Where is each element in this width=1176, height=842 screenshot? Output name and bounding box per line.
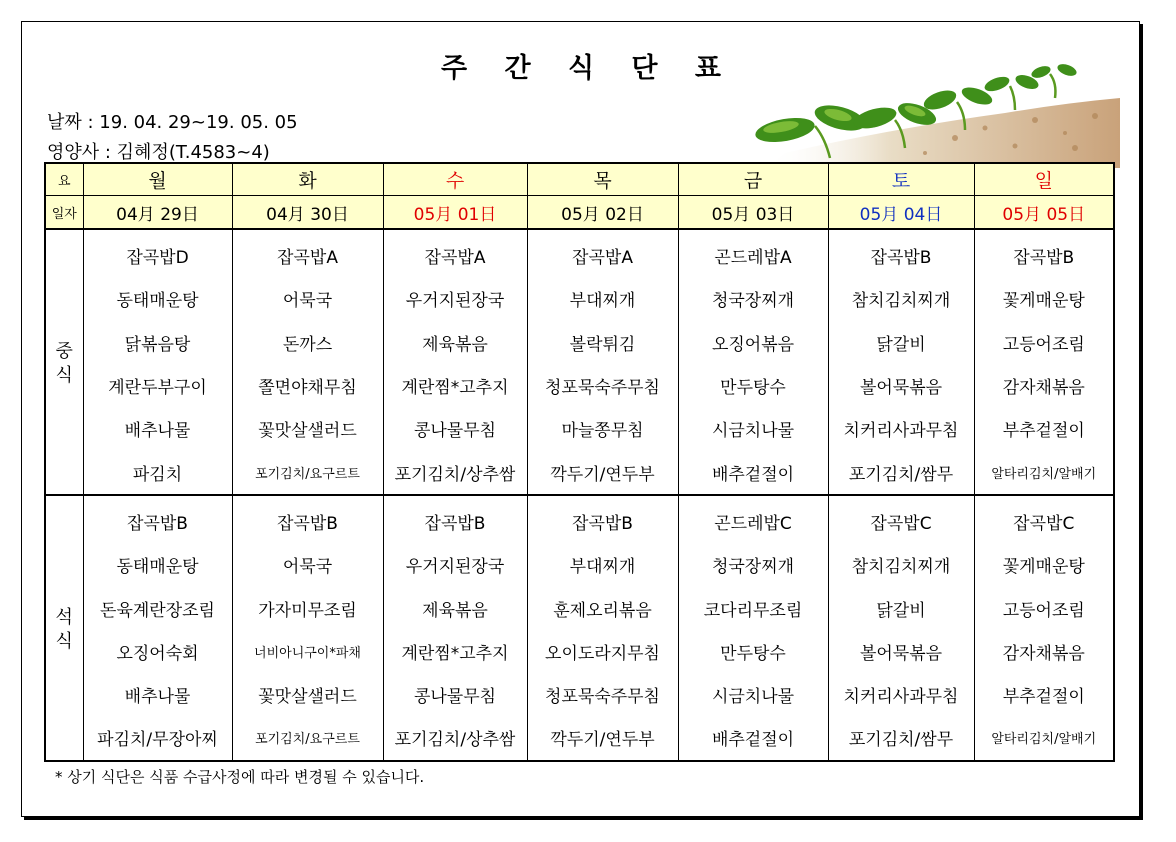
page-title: 주 간 식 단 표 [440, 53, 735, 84]
dinner-dish: 어묵국 [232, 543, 383, 586]
lunch-dish: 청국장찌개 [678, 277, 828, 320]
weekday-row [45, 163, 1114, 196]
lunch-dish: 돈까스 [232, 321, 383, 364]
lunch-dish: 깍두기/연두부 [527, 450, 678, 494]
dinner-dish: 제육볶음 [383, 586, 527, 629]
lunch-dish: 감자채볶음 [974, 364, 1114, 407]
dinner-dish: 잡곡밥B [83, 495, 232, 543]
dinner-dish: 너비아니구이*파채 [232, 630, 383, 673]
lunch-dish: 잡곡밥D [83, 229, 232, 277]
date-header-2: 05月 01日 [383, 196, 527, 230]
dinner-dish: 꽃게매운탕 [974, 543, 1114, 586]
dinner-menu-row [45, 543, 1114, 586]
dinner-dish: 시금치나물 [678, 673, 828, 716]
date-row [45, 196, 1114, 230]
dinner-dish: 닭갈비 [828, 586, 974, 629]
dinner-dish: 계란찜*고추지 [383, 630, 527, 673]
dinner-dish: 부추겉절이 [974, 673, 1114, 716]
dinner-dish: 오징어숙회 [83, 630, 232, 673]
dinner-dish: 가자미무조림 [232, 586, 383, 629]
lunch-dish: 콩나물무침 [383, 407, 527, 450]
lunch-dish: 잡곡밥A [527, 229, 678, 277]
dinner-dish: 감자채볶음 [974, 630, 1114, 673]
lunch-menu-row [45, 229, 1114, 277]
dinner-dish: 코다리무조림 [678, 586, 828, 629]
dietitian-info: 영양사 : 김혜정(T.4583~4) [47, 142, 270, 163]
lunch-dish: 어묵국 [232, 277, 383, 320]
lunch-dish: 포기김치/쌈무 [828, 450, 974, 494]
lunch-dish: 꽃맛살샐러드 [232, 407, 383, 450]
dinner-menu-row [45, 586, 1114, 629]
day-header-1: 화 [232, 163, 383, 196]
lunch-dish: 우거지된장국 [383, 277, 527, 320]
lunch-dish: 청포묵숙주무침 [527, 364, 678, 407]
footnote: * 상기 식단은 식품 수급사정에 따라 변경될 수 있습니다. [55, 768, 425, 786]
sprouts-illustration [745, 58, 1120, 168]
lunch-menu-row [45, 407, 1114, 450]
dinner-dish: 돈육계란장조림 [83, 586, 232, 629]
dinner-dish: 잡곡밥B [527, 495, 678, 543]
dinner-dish: 잡곡밥C [828, 495, 974, 543]
dinner-dish: 만두탕수 [678, 630, 828, 673]
lunch-dish: 제육볶음 [383, 321, 527, 364]
dinner-dish: 청국장찌개 [678, 543, 828, 586]
dinner-label: 석 식 [45, 495, 83, 761]
date-header-4: 05月 03日 [678, 196, 828, 230]
day-header-5: 토 [828, 163, 974, 196]
date-header-5: 05月 04日 [828, 196, 974, 230]
lunch-dish: 잡곡밥B [828, 229, 974, 277]
lunch-dish: 닭볶음탕 [83, 321, 232, 364]
date-header-6: 05月 05日 [974, 196, 1114, 230]
lunch-dish: 부대찌개 [527, 277, 678, 320]
lunch-dish: 잡곡밥B [974, 229, 1114, 277]
lunch-dish: 부추겉절이 [974, 407, 1114, 450]
date-header-1: 04月 30日 [232, 196, 383, 230]
day-header-label: 요 [45, 163, 83, 196]
dinner-dish: 훈제오리볶음 [527, 586, 678, 629]
dinner-dish: 부대찌개 [527, 543, 678, 586]
menu-table [44, 162, 1115, 762]
dinner-dish: 파김치/무장아찌 [83, 716, 232, 760]
lunch-dish: 계란두부구이 [83, 364, 232, 407]
dinner-dish: 참치김치찌개 [828, 543, 974, 586]
day-header-3: 목 [527, 163, 678, 196]
day-header-0: 월 [83, 163, 232, 196]
lunch-dish: 치커리사과무침 [828, 407, 974, 450]
lunch-menu-row [45, 364, 1114, 407]
dinner-dish: 고등어조림 [974, 586, 1114, 629]
dinner-dish: 치커리사과무침 [828, 673, 974, 716]
dinner-dish: 볼어묵볶음 [828, 630, 974, 673]
lunch-dish: 곤드레밥A [678, 229, 828, 277]
dinner-dish: 포기김치/요구르트 [232, 716, 383, 760]
day-header-6: 일 [974, 163, 1114, 196]
dinner-dish: 잡곡밥C [974, 495, 1114, 543]
lunch-menu-row [45, 321, 1114, 364]
day-header-4: 금 [678, 163, 828, 196]
lunch-dish: 파김치 [83, 450, 232, 494]
lunch-dish: 시금치나물 [678, 407, 828, 450]
lunch-dish: 잡곡밥A [383, 229, 527, 277]
dinner-dish: 배추겉절이 [678, 716, 828, 760]
lunch-dish: 계란찜*고추지 [383, 364, 527, 407]
date-header-3: 05月 02日 [527, 196, 678, 230]
lunch-dish: 볼락튀김 [527, 321, 678, 364]
dinner-dish: 알타리김치/알배기 [974, 716, 1114, 760]
dinner-menu-row [45, 630, 1114, 673]
lunch-dish: 마늘쫑무침 [527, 407, 678, 450]
day-header-2: 수 [383, 163, 527, 196]
dinner-dish: 우거지된장국 [383, 543, 527, 586]
lunch-dish: 잡곡밥A [232, 229, 383, 277]
date-header-label: 일자 [45, 196, 83, 230]
lunch-dish: 알타리김치/알배기 [974, 450, 1114, 494]
lunch-dish: 참치김치찌개 [828, 277, 974, 320]
dinner-dish: 잡곡밥B [383, 495, 527, 543]
lunch-dish: 닭갈비 [828, 321, 974, 364]
dinner-dish: 콩나물무침 [383, 673, 527, 716]
dinner-dish: 포기김치/상추쌈 [383, 716, 527, 760]
lunch-dish: 볼어묵볶음 [828, 364, 974, 407]
lunch-dish: 배추나물 [83, 407, 232, 450]
dinner-dish: 꽃맛살샐러드 [232, 673, 383, 716]
lunch-dish: 꽃게매운탕 [974, 277, 1114, 320]
dinner-menu-row [45, 716, 1114, 760]
lunch-dish: 만두탕수 [678, 364, 828, 407]
dinner-dish: 청포묵숙주무침 [527, 673, 678, 716]
dinner-dish: 동태매운탕 [83, 543, 232, 586]
lunch-dish: 쫄면야채무침 [232, 364, 383, 407]
lunch-menu-row [45, 450, 1114, 494]
lunch-menu-row [45, 277, 1114, 320]
lunch-dish: 배추겉절이 [678, 450, 828, 494]
date-range: 날짜 : 19. 04. 29~19. 05. 05 [47, 112, 298, 133]
dinner-menu-row [45, 495, 1114, 543]
lunch-dish: 동태매운탕 [83, 277, 232, 320]
dinner-dish: 포기김치/쌈무 [828, 716, 974, 760]
dinner-dish: 오이도라지무침 [527, 630, 678, 673]
lunch-dish: 포기김치/요구르트 [232, 450, 383, 494]
dinner-dish: 곤드레밥C [678, 495, 828, 543]
lunch-dish: 포기김치/상추쌈 [383, 450, 527, 494]
date-header-0: 04月 29日 [83, 196, 232, 230]
dinner-menu-row [45, 673, 1114, 716]
dinner-dish: 잡곡밥B [232, 495, 383, 543]
lunch-label: 중 식 [45, 229, 83, 495]
dinner-dish: 배추나물 [83, 673, 232, 716]
lunch-dish: 오징어볶음 [678, 321, 828, 364]
dinner-dish: 깍두기/연두부 [527, 716, 678, 760]
lunch-dish: 고등어조림 [974, 321, 1114, 364]
